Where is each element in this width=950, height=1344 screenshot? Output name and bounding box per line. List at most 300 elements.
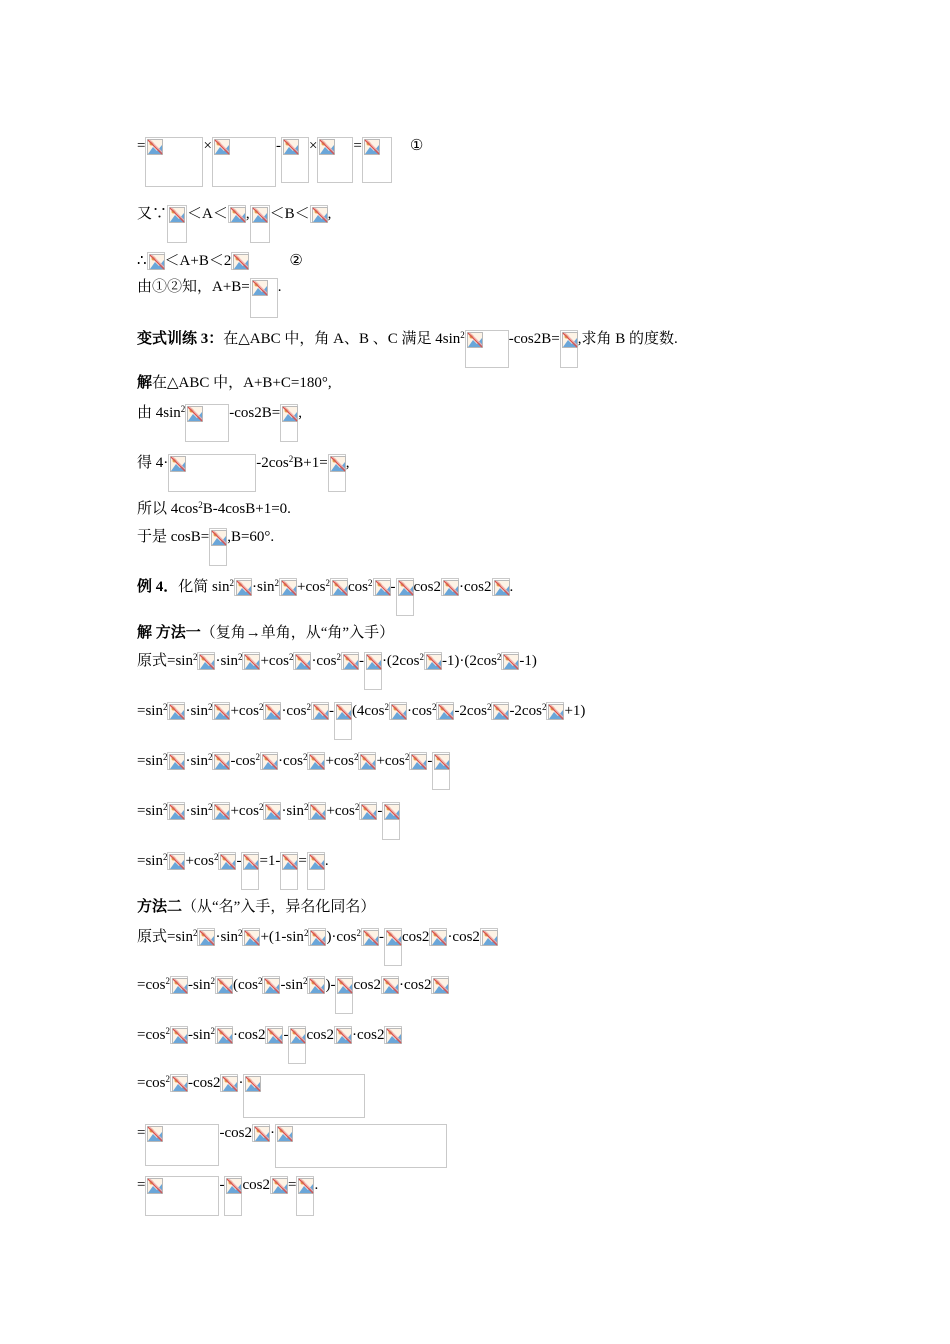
text-line [137, 976, 449, 1014]
broken-image-icon [493, 704, 509, 720]
formula-image-placeholder [362, 137, 392, 183]
formula-image-placeholder [262, 976, 280, 994]
text-run: ,求角 B 的度数. [577, 331, 678, 347]
text-run: - [275, 138, 281, 154]
formula-image-placeholder [480, 928, 498, 946]
broken-image-icon [282, 406, 298, 422]
formula-image-placeholder [307, 752, 325, 770]
text-run: ·cos [311, 653, 337, 669]
text-run: 得 4· [137, 455, 169, 471]
broken-image-icon [272, 1178, 288, 1194]
broken-image-icon [262, 754, 278, 770]
text-run: 在△ABC 中，A+B+C=180°, [152, 375, 332, 391]
text-run: -cos2 [219, 1125, 252, 1141]
superscript: 2 [237, 652, 243, 662]
broken-image-icon [386, 1028, 402, 1044]
text-run: 化简 sin [178, 579, 230, 595]
broken-image-icon [169, 704, 185, 720]
formula-image-placeholder [491, 702, 509, 720]
broken-image-icon [386, 930, 402, 946]
text-run: ·cos2 [447, 929, 480, 945]
broken-image-icon [282, 854, 298, 870]
broken-image-icon [384, 804, 400, 820]
formula-image-placeholder [212, 752, 230, 770]
text-run: (4cos [351, 703, 385, 719]
text-line [137, 1074, 365, 1118]
text-line [137, 330, 678, 368]
text-line [137, 278, 282, 318]
superscript: 2 [460, 330, 465, 340]
broken-image-icon [252, 280, 268, 296]
broken-image-icon [343, 654, 359, 670]
formula-image-placeholder [270, 1176, 288, 1194]
formula-image-placeholder [275, 1124, 447, 1168]
text-run: +cos [297, 579, 326, 595]
text-run: （从“名”入手，异名化同名） [182, 899, 376, 915]
formula-image-placeholder [215, 976, 233, 994]
text-line [137, 702, 585, 740]
text-run: , [245, 206, 250, 222]
formula-image-placeholder [328, 454, 346, 492]
formula-image-placeholder [317, 137, 353, 183]
text-run: -sin [187, 977, 211, 993]
text-run: - [283, 1027, 289, 1043]
formula-image-placeholder [185, 404, 229, 442]
broken-image-icon [383, 978, 399, 994]
text-run: -cos [230, 753, 256, 769]
formula-image-placeholder [384, 928, 402, 966]
broken-image-icon [222, 1076, 238, 1092]
text-run: -1)·(2cos [441, 653, 497, 669]
superscript: 2 [198, 500, 203, 510]
broken-image-icon [170, 456, 186, 472]
text-run: 在△ABC 中，角 A、B 、C 满足 4sin [223, 331, 461, 347]
superscript: 2 [207, 702, 213, 712]
formula-image-placeholder [167, 802, 185, 820]
text-line [137, 1176, 318, 1216]
text-line [137, 205, 331, 243]
text-run: B-4cosB+1=0. [202, 501, 291, 517]
formula-image-placeholder [242, 652, 260, 670]
formula-image-placeholder [279, 578, 297, 596]
broken-image-icon [252, 207, 268, 223]
text-run: ＜A+B＜2 [164, 253, 232, 269]
text-run: × [203, 138, 212, 154]
formula-image-placeholder [361, 928, 379, 946]
text-run: 所以 4cos [137, 501, 199, 517]
text-run: - [377, 803, 383, 819]
broken-image-icon [265, 804, 281, 820]
text-line [137, 752, 450, 790]
broken-image-icon [226, 1178, 242, 1194]
text-run: ＜B＜ [269, 206, 310, 222]
superscript: 2 [192, 652, 198, 662]
superscript: 2 [404, 752, 410, 762]
superscript: 2 [274, 578, 280, 588]
text-run: =sin [137, 853, 163, 869]
text-run: · [269, 1125, 275, 1141]
text-run: )·cos [326, 929, 357, 945]
broken-image-icon [336, 704, 352, 720]
broken-image-icon [147, 139, 163, 155]
formula-image-placeholder [432, 752, 450, 790]
formula-image-placeholder [170, 1026, 188, 1044]
broken-image-icon [312, 207, 328, 223]
broken-image-icon [309, 754, 325, 770]
formula-image-placeholder [241, 852, 259, 890]
formula-image-placeholder [396, 578, 414, 616]
superscript: 2 [486, 702, 492, 712]
text-run: · [238, 1075, 244, 1091]
formula-image-placeholder [145, 1124, 219, 1166]
broken-image-icon [217, 978, 233, 994]
formula-image-placeholder [441, 578, 459, 596]
text-run: 由①②知，A+B= [137, 279, 250, 295]
broken-image-icon [149, 254, 165, 270]
text-run: cos [348, 579, 368, 595]
text-run: =sin [137, 753, 163, 769]
superscript: 2 [207, 802, 213, 812]
broken-image-icon [199, 930, 215, 946]
superscript: 2 [303, 928, 309, 938]
text-run: +cos [376, 753, 405, 769]
text-run: +cos [230, 803, 259, 819]
text-line [137, 898, 375, 916]
formula-image-placeholder [145, 1176, 219, 1216]
broken-image-icon [199, 654, 215, 670]
formula-image-placeholder [252, 1124, 270, 1142]
text-run: , [298, 405, 302, 421]
broken-image-icon [214, 754, 230, 770]
broken-image-icon [431, 930, 447, 946]
broken-image-icon [277, 1126, 293, 1142]
superscript: 2 [336, 652, 341, 662]
superscript: 2 [162, 852, 168, 862]
superscript: 2 [496, 652, 502, 662]
text-run: -1) [519, 653, 537, 669]
text-line [137, 578, 513, 616]
formula-image-placeholder [308, 928, 326, 946]
text-run: ② [289, 253, 303, 269]
text-run: , [327, 206, 332, 222]
superscript: 2 [210, 976, 215, 986]
text-line [137, 928, 498, 966]
formula-image-placeholder [243, 1074, 365, 1118]
text-run: -2cos [256, 455, 289, 471]
text-run: =sin [137, 803, 163, 819]
formula-image-placeholder [280, 852, 298, 890]
text-run: ·cos2 [398, 977, 432, 993]
broken-image-icon [298, 1178, 314, 1194]
broken-image-icon [310, 930, 326, 946]
bold-label: 方法二 [137, 899, 183, 915]
text-run: - [358, 653, 364, 669]
text-run: -cos2B= [229, 405, 281, 421]
text-run: - [427, 753, 433, 769]
text-run: +cos [185, 853, 214, 869]
broken-image-icon [434, 754, 450, 770]
formula-image-placeholder [218, 852, 236, 870]
broken-image-icon [411, 754, 427, 770]
broken-image-icon [217, 1028, 233, 1044]
formula-image-placeholder [265, 1026, 283, 1044]
formula-image-placeholder [167, 752, 185, 770]
text-line [137, 652, 537, 690]
formula-image-placeholder [145, 137, 203, 187]
text-run: × [308, 138, 318, 154]
broken-image-icon [169, 207, 185, 223]
broken-image-icon [375, 580, 391, 596]
formula-image-placeholder [436, 702, 454, 720]
formula-image-placeholder [147, 252, 165, 270]
formula-image-placeholder [358, 752, 376, 770]
formula-image-placeholder [212, 702, 230, 720]
broken-image-icon [562, 332, 578, 348]
formula-image-placeholder [310, 205, 328, 223]
broken-image-icon [426, 654, 442, 670]
formula-image-placeholder [501, 652, 519, 670]
superscript: 2 [229, 578, 235, 588]
superscript: 2 [419, 652, 424, 662]
formula-image-placeholder [389, 702, 407, 720]
broken-image-icon [169, 804, 185, 820]
text-run: = [287, 1177, 297, 1193]
text-run: 原式=sin [137, 929, 193, 945]
broken-image-icon [336, 1028, 352, 1044]
text-run: -sin [187, 1027, 211, 1043]
broken-image-icon [243, 854, 259, 870]
broken-image-icon [172, 978, 188, 994]
formula-image-placeholder [209, 528, 227, 566]
text-line [137, 802, 400, 840]
superscript: 2 [237, 928, 243, 938]
formula-image-placeholder [281, 137, 309, 183]
text-run: ＜A＜ [187, 206, 228, 222]
formula-image-placeholder [373, 578, 391, 596]
broken-image-icon [467, 332, 483, 348]
broken-image-icon [438, 704, 454, 720]
broken-image-icon [169, 854, 185, 870]
text-run: -2cos [454, 703, 487, 719]
text-run: cos2 [242, 1177, 270, 1193]
text-line [137, 404, 302, 442]
formula-image-placeholder [311, 702, 329, 720]
text-run: ·cos [406, 703, 432, 719]
broken-image-icon [147, 1126, 163, 1142]
superscript: 2 [354, 802, 360, 812]
broken-image-icon [236, 580, 252, 596]
superscript: 2 [368, 578, 373, 588]
broken-image-icon [264, 978, 280, 994]
superscript: 2 [192, 928, 198, 938]
formula-image-placeholder [242, 928, 260, 946]
broken-image-icon [172, 1076, 188, 1092]
text-run: ·(2cos [381, 653, 420, 669]
broken-image-icon [244, 654, 260, 670]
broken-image-icon [361, 804, 377, 820]
formula-image-placeholder [234, 578, 252, 596]
formula-image-placeholder [170, 1074, 188, 1092]
superscript: 2 [353, 752, 359, 762]
formula-image-placeholder [334, 1026, 352, 1044]
text-run: ·sin [185, 753, 208, 769]
formula-image-placeholder [167, 205, 187, 243]
formula-image-placeholder [382, 802, 400, 840]
text-run: ·sin [252, 579, 275, 595]
formula-image-placeholder [492, 578, 510, 596]
text-run: -cos2B= [508, 331, 560, 347]
formula-image-placeholder [296, 1176, 314, 1216]
text-run: . [314, 1177, 319, 1193]
text-run: =1- [259, 853, 281, 869]
text-run: =cos [137, 1075, 166, 1091]
text-run: +cos [230, 703, 259, 719]
broken-image-icon [313, 704, 329, 720]
formula-image-placeholder [330, 578, 348, 596]
superscript: 2 [541, 702, 547, 712]
text-run: . [509, 579, 514, 595]
text-run: 于是 cosB= [137, 529, 210, 545]
broken-image-icon [283, 139, 299, 155]
text-run: = [137, 1177, 146, 1193]
broken-image-icon [494, 580, 510, 596]
text-run: （复角→单角，从“角”入手） [200, 625, 395, 641]
superscript: 2 [384, 702, 389, 712]
formula-image-placeholder [250, 278, 278, 318]
superscript: 2 [162, 702, 168, 712]
text-run: +cos [325, 753, 354, 769]
text-run: =sin [137, 703, 163, 719]
formula-image-placeholder [308, 802, 326, 820]
formula-image-placeholder [212, 802, 230, 820]
superscript: 2 [431, 702, 437, 712]
broken-image-icon [233, 254, 249, 270]
superscript: 2 [165, 1074, 170, 1084]
text-run: ,B=60°. [227, 529, 275, 545]
text-line [137, 528, 274, 566]
text-run: = [353, 138, 362, 154]
text-run: ·cos2 [351, 1027, 385, 1043]
formula-image-placeholder [197, 928, 215, 946]
text-run: = [137, 1125, 146, 1141]
formula-image-placeholder [260, 752, 278, 770]
superscript: 2 [207, 752, 213, 762]
formula-image-placeholder [465, 330, 509, 368]
text-line [137, 1026, 402, 1064]
broken-image-icon [310, 804, 326, 820]
text-run: +cos [260, 653, 289, 669]
bold-label: 解 [137, 375, 153, 391]
text-line [137, 500, 291, 518]
superscript: 2 [325, 578, 330, 588]
text-run: =cos [137, 1027, 166, 1043]
broken-image-icon [244, 930, 260, 946]
formula-image-placeholder [429, 928, 447, 946]
text-run: ·cos2 [232, 1027, 266, 1043]
formula-image-placeholder [409, 752, 427, 770]
superscript: 2 [258, 702, 264, 712]
formula-image-placeholder [431, 976, 449, 994]
text-run: ·sin [281, 803, 304, 819]
text-run: 原式=sin [137, 653, 193, 669]
text-run: 又∵ [137, 206, 168, 222]
superscript: 2 [162, 802, 168, 812]
text-run: ·cos [281, 703, 307, 719]
broken-image-icon [254, 1126, 270, 1142]
text-run: cos2 [306, 1027, 334, 1043]
superscript: 2 [302, 752, 308, 762]
text-run: ·sin [185, 803, 208, 819]
text-run: ·sin [185, 703, 208, 719]
text-run: ·sin [215, 929, 238, 945]
superscript: 2 [165, 976, 170, 986]
formula-image-placeholder [168, 454, 256, 492]
broken-image-icon [332, 580, 348, 596]
broken-image-icon [245, 1076, 261, 1092]
formula-image-placeholder [307, 976, 325, 994]
text-run: -2cos [509, 703, 542, 719]
broken-image-icon [337, 978, 353, 994]
broken-image-icon [482, 930, 498, 946]
broken-image-icon [391, 704, 407, 720]
text-run: )- [325, 977, 336, 993]
formula-image-placeholder [228, 205, 246, 223]
text-run: +(1-sin [260, 929, 304, 945]
text-run: cos2 [413, 579, 441, 595]
text-run: +cos [326, 803, 355, 819]
text-run: - [390, 579, 396, 595]
formula-image-placeholder [381, 976, 399, 994]
broken-image-icon [214, 704, 230, 720]
broken-image-icon [443, 580, 459, 596]
text-run: -cos2 [187, 1075, 221, 1091]
broken-image-icon [187, 406, 203, 422]
broken-image-icon [360, 754, 376, 770]
superscript: 2 [162, 752, 168, 762]
superscript: 2 [165, 1026, 170, 1036]
formula-image-placeholder [167, 702, 185, 720]
broken-image-icon [363, 930, 379, 946]
broken-image-icon [366, 654, 382, 670]
broken-image-icon [267, 1028, 283, 1044]
formula-image-placeholder [212, 137, 276, 187]
broken-image-icon [433, 978, 449, 994]
formula-image-placeholder [293, 652, 311, 670]
formula-image-placeholder [220, 1074, 238, 1092]
text-run: cos2 [353, 977, 381, 993]
broken-image-icon [503, 654, 519, 670]
text-run: - [378, 929, 384, 945]
formula-image-placeholder [224, 1176, 242, 1216]
broken-image-icon [295, 654, 311, 670]
broken-image-icon [290, 1028, 306, 1044]
text-run: - [328, 703, 334, 719]
superscript: 2 [257, 976, 263, 986]
text-run: ·sin [215, 653, 238, 669]
formula-image-placeholder [359, 802, 377, 820]
formula-image-placeholder [288, 1026, 306, 1064]
superscript: 2 [303, 802, 309, 812]
broken-image-icon [230, 207, 246, 223]
broken-image-icon [398, 580, 414, 596]
formula-image-placeholder [335, 976, 353, 1014]
broken-image-icon [309, 854, 325, 870]
broken-image-icon [265, 704, 281, 720]
broken-image-icon [169, 754, 185, 770]
text-run: ① [409, 138, 424, 154]
superscript: 2 [258, 802, 264, 812]
superscript: 2 [288, 454, 294, 464]
